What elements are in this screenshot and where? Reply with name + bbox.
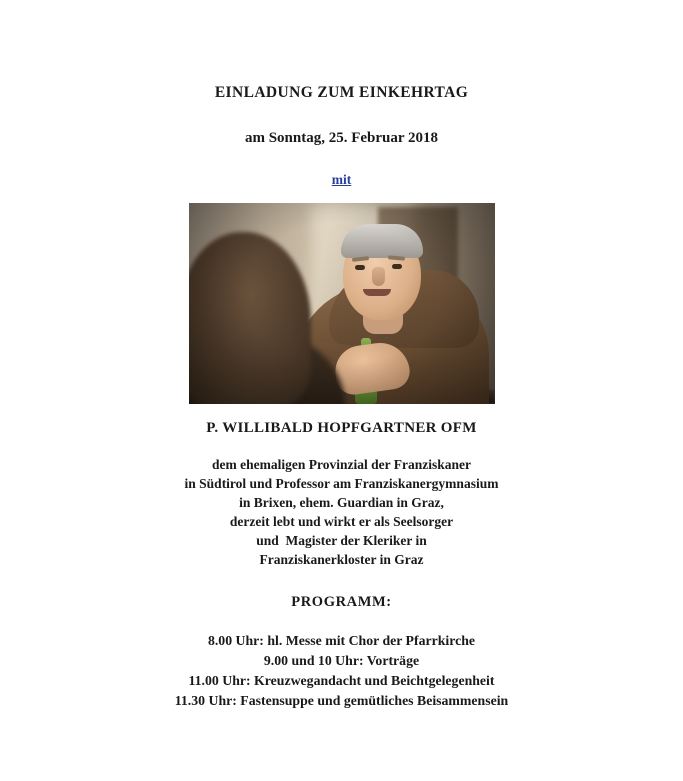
program-item: 9.00 und 10 Uhr: Vorträge: [263, 652, 420, 668]
bio-line: in Südtirol und Professor am Franziskanergymnasium: [184, 475, 499, 491]
mit-line: [0, 171, 683, 189]
event-date-subtitle: am Sonntag, 25. Februar 2018: [244, 129, 439, 146]
bio-line: und Magister der Kleriker in: [256, 533, 427, 549]
program-item: 11.00 Uhr: Kreuzwegandacht und Beichtgelegenheit: [188, 672, 495, 688]
speaker-name: P. WILLIBALD HOPFGARTNER OFM: [206, 419, 477, 436]
program-heading: PROGRAMM:: [291, 593, 392, 610]
program-item: 8.00 Uhr: hl. Messe mit Chor der Pfarrkirche: [207, 632, 476, 648]
bio-line: Franziskanerkloster in Graz: [259, 552, 424, 568]
speaker-bio: [0, 455, 683, 570]
page-title: EINLADUNG ZUM EINKEHRTAG: [214, 84, 469, 101]
bio-line: dem ehemaligen Provinzial der Franziskaner: [212, 456, 471, 472]
bio-line: derzeit lebt und wirkt er als Seelsorger: [229, 514, 454, 530]
program-item: 11.30 Uhr: Fastensuppe und gemütliches Beisammensein: [174, 692, 509, 708]
speaker-photo: [189, 203, 495, 404]
mit-link[interactable]: mit: [331, 171, 352, 187]
speaker-photo-wrapper: [0, 203, 683, 404]
program-list: [0, 631, 683, 711]
photo-vignette: [189, 203, 495, 404]
bio-line: in Brixen, ehem. Guardian in Graz,: [239, 494, 444, 510]
